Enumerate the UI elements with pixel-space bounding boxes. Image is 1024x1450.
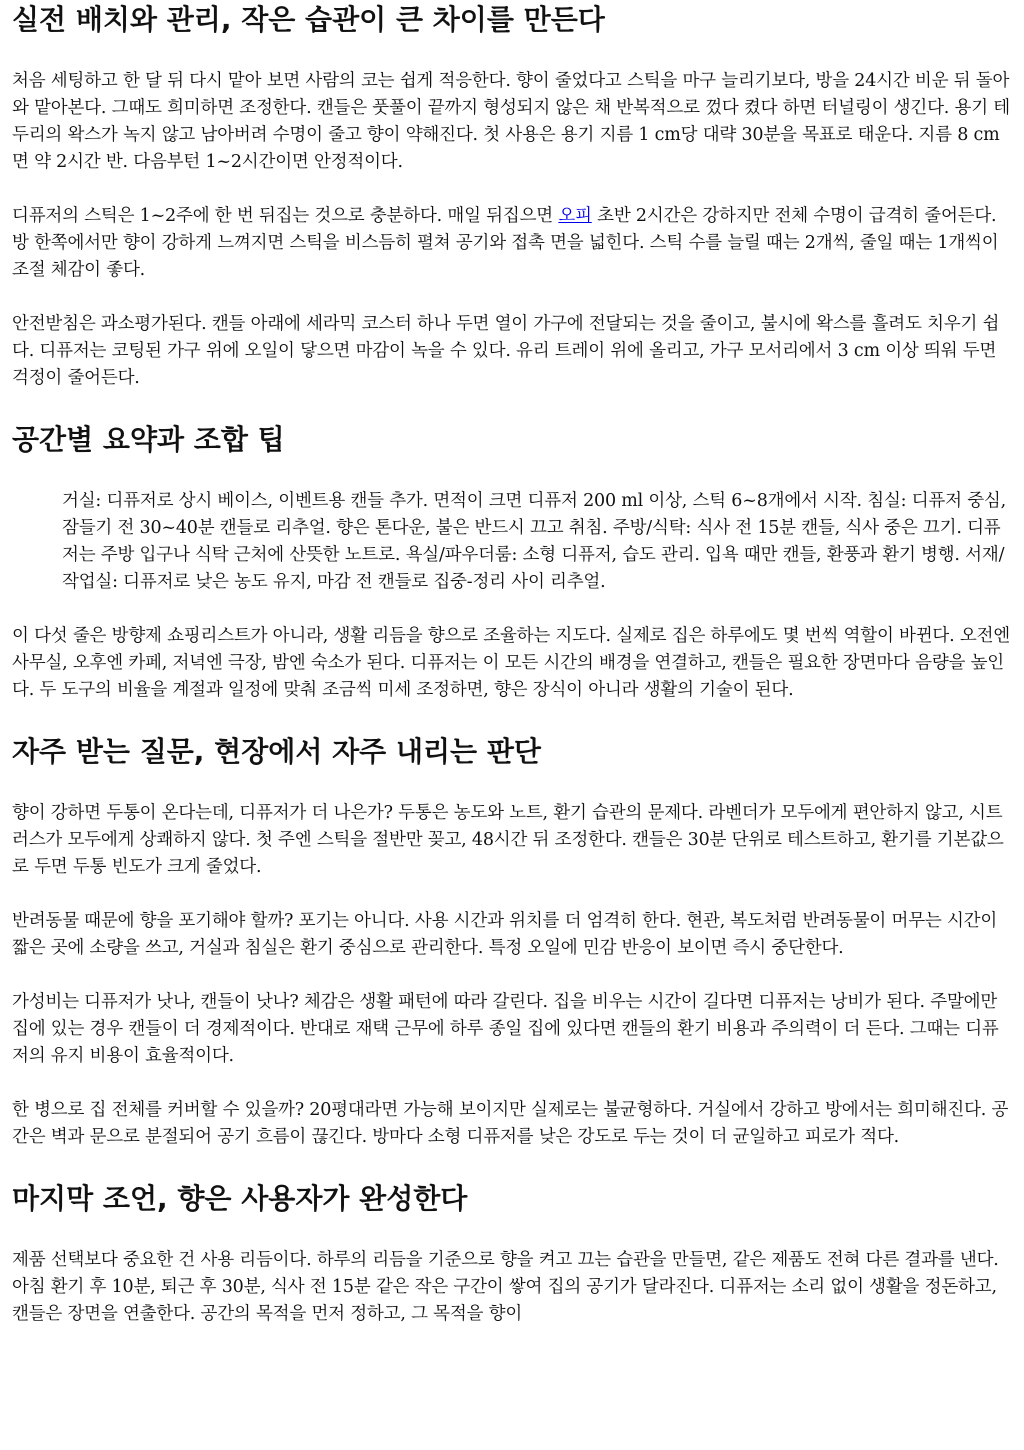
section-heading-final-advice: 마지막 조언, 향은 사용자가 완성한다 — [12, 1182, 468, 1215]
section-heading-placement: 실전 배치와 관리, 작은 습관이 큰 차이를 만든다 — [12, 3, 605, 36]
paragraph-final-advice: 제품 선택보다 중요한 건 사용 리듬이다. 하루의 리듬을 기준으로 향을 켜고 끄는 습관을 만들면, 같은 제품도 전혀 다른 결과를 낸다. 아침 환기 후 10분, 퇴근 후 30분, 식사 전 15분 같은 작은 구간이 쌓여 집의 공기가 달라진다. 디퓨저는 소리 없이 생활을 정돈하고, 캔들은 장면을 연출한다. 공간의 목적을 먼저 정하고, 그 목적을 향이 — [12, 1250, 999, 1324]
paragraph-faq-headache: 향이 강하면 두통이 온다는데, 디퓨저가 더 나은가? 두통은 농도와 노트, 환기 습관의 문제다. 라벤더가 모두에게 편안하지 않고, 시트러스가 모두에게 상쾌하지 않다. 첫 주엔 스틱을 절반만 꽂고, 48시간 뒤 조정한다. 캔들은 30분 단위로 테스트하고, 환기를 기본값으로 두면 두통 빈도가 크게 줄었다. — [12, 803, 1004, 877]
article — [0, 2, 1024, 1328]
paragraph-text: 초반 2시간은 강하지만 전체 수명이 급격히 줄어든다. 방 한쪽에서만 향이 강하게 느껴지면 스틱을 비스듬히 펼쳐 공기와 접촉 면을 넓힌다. 스틱 수를 늘릴 때는 2개씩, 줄일 때는 1개씩이 조절 체감이 좋다. — [12, 206, 999, 280]
paragraph-diffuser-sticks — [12, 203, 1012, 284]
paragraph-faq-value: 가성비는 디퓨저가 낫나, 캔들이 낫나? 체감은 생활 패턴에 따라 갈린다. 집을 비우는 시간이 길다면 디퓨저는 낭비가 된다. 주말에만 집에 있는 경우 캔들이 더 경제적이다. 반대로 재택 근무에 하루 종일 집에 있다면 캔들의 환기 비용과 주의력이 더 든다. 그때는 디퓨저의 유지 비용이 효율적이다. — [12, 992, 999, 1066]
paragraph-text: 디퓨저의 스틱은 1~2주에 한 번 뒤집는 것으로 충분하다. 매일 뒤집으면 — [12, 206, 559, 226]
paragraph-faq-pets: 반려동물 때문에 향을 포기해야 할까? 포기는 아니다. 사용 시간과 위치를 더 엄격히 한다. 현관, 복도처럼 반려동물이 머무는 시간이 짧은 곳에 소량을 쓰고, 거실과 침실은 환기 중심으로 관리한다. 특정 오일에 민감 반응이 보이면 즉시 중단한다. — [12, 911, 998, 958]
paragraph-safety: 안전받침은 과소평가된다. 캔들 아래에 세라믹 코스터 하나 두면 열이 가구에 전달되는 것을 줄이고, 불시에 왁스를 흘려도 치우기 쉽다. 디퓨저는 코팅된 가구 위에 오일이 닿으면 마감이 녹을 수 있다. 유리 트레이 위에 올리고, 가구 모서리에서 3 cm 이상 띄워 두면 걱정이 줄어든다. — [12, 314, 1000, 388]
section-heading-faq: 자주 받는 질문, 현장에서 자주 내리는 판단 — [12, 735, 541, 768]
space-summary-quote: 거실: 디퓨저로 상시 베이스, 이벤트용 캔들 추가. 면적이 크면 디퓨저 200 ml 이상, 스틱 6~8개에서 시작. 침실: 디퓨저 중심, 잠들기 전 30~40분 캔들로 리추얼. 향은 톤다운, 불은 반드시 끄고 취침. 주방/식탁: 식사 전 15분 캔들, 식사 중은 끄기. 디퓨저는 주방 입구나 식탁 근처에 산뜻한 노트로. 욕실/파우더룸: 소형 디퓨저, 습도 관리. 입욕 때만 캔들, 환풍과 환기 병행. 서재/작업실: 디퓨저로 낮은 농도 유지, 마감 전 캔들로 집중-정리 사이 리추얼. — [62, 491, 1006, 592]
paragraph-first-use: 처음 세팅하고 한 달 뒤 다시 맡아 보면 사람의 코는 쉽게 적응한다. 향이 줄었다고 스틱을 마구 늘리기보다, 방을 24시간 비운 뒤 돌아와 맡아본다. 그때도 희미하면 조정한다. 캔들은 풋풀이 끝까지 형성되지 않은 채 반복적으로 껐다 켰다 하면 터널링이 생긴다. 용기 테두리의 왁스가 녹지 않고 남아버려 수명이 줄고 향이 약해진다. 첫 사용은 용기 지름 1 cm당 대략 30분을 목표로 태운다. 지름 8 cm면 약 2시간 반. 다음부턴 1~2시간이면 안정적이다. — [12, 71, 1010, 172]
section-heading-space-summary: 공간별 요약과 조합 팁 — [12, 423, 285, 456]
paragraph-rhythm-map: 이 다섯 줄은 방향제 쇼핑리스트가 아니라, 생활 리듬을 향으로 조율하는 지도다. 실제로 집은 하루에도 몇 번씩 역할이 바뀐다. 오전엔 사무실, 오후엔 카페, 저녁엔 극장, 밤엔 숙소가 된다. 디퓨저는 이 모든 시간의 배경을 연결하고, 캔들은 필요한 장면마다 음량을 높인다. 두 도구의 비율을 계절과 일정에 맞춰 조금씩 미세 조정하면, 향은 장식이 아니라 생활의 기술이 된다. — [12, 626, 1010, 700]
paragraph-faq-coverage: 한 병으로 집 전체를 커버할 수 있을까? 20평대라면 가능해 보이지만 실제로는 불균형하다. 거실에서 강하고 방에서는 희미해진다. 공간은 벽과 문으로 분절되어 공기 흐름이 끊긴다. 방마다 소형 디퓨저를 낮은 강도로 두는 것이 더 균일하고 피로가 적다. — [12, 1100, 1009, 1147]
inline-link[interactable]: 오피 — [558, 206, 592, 226]
